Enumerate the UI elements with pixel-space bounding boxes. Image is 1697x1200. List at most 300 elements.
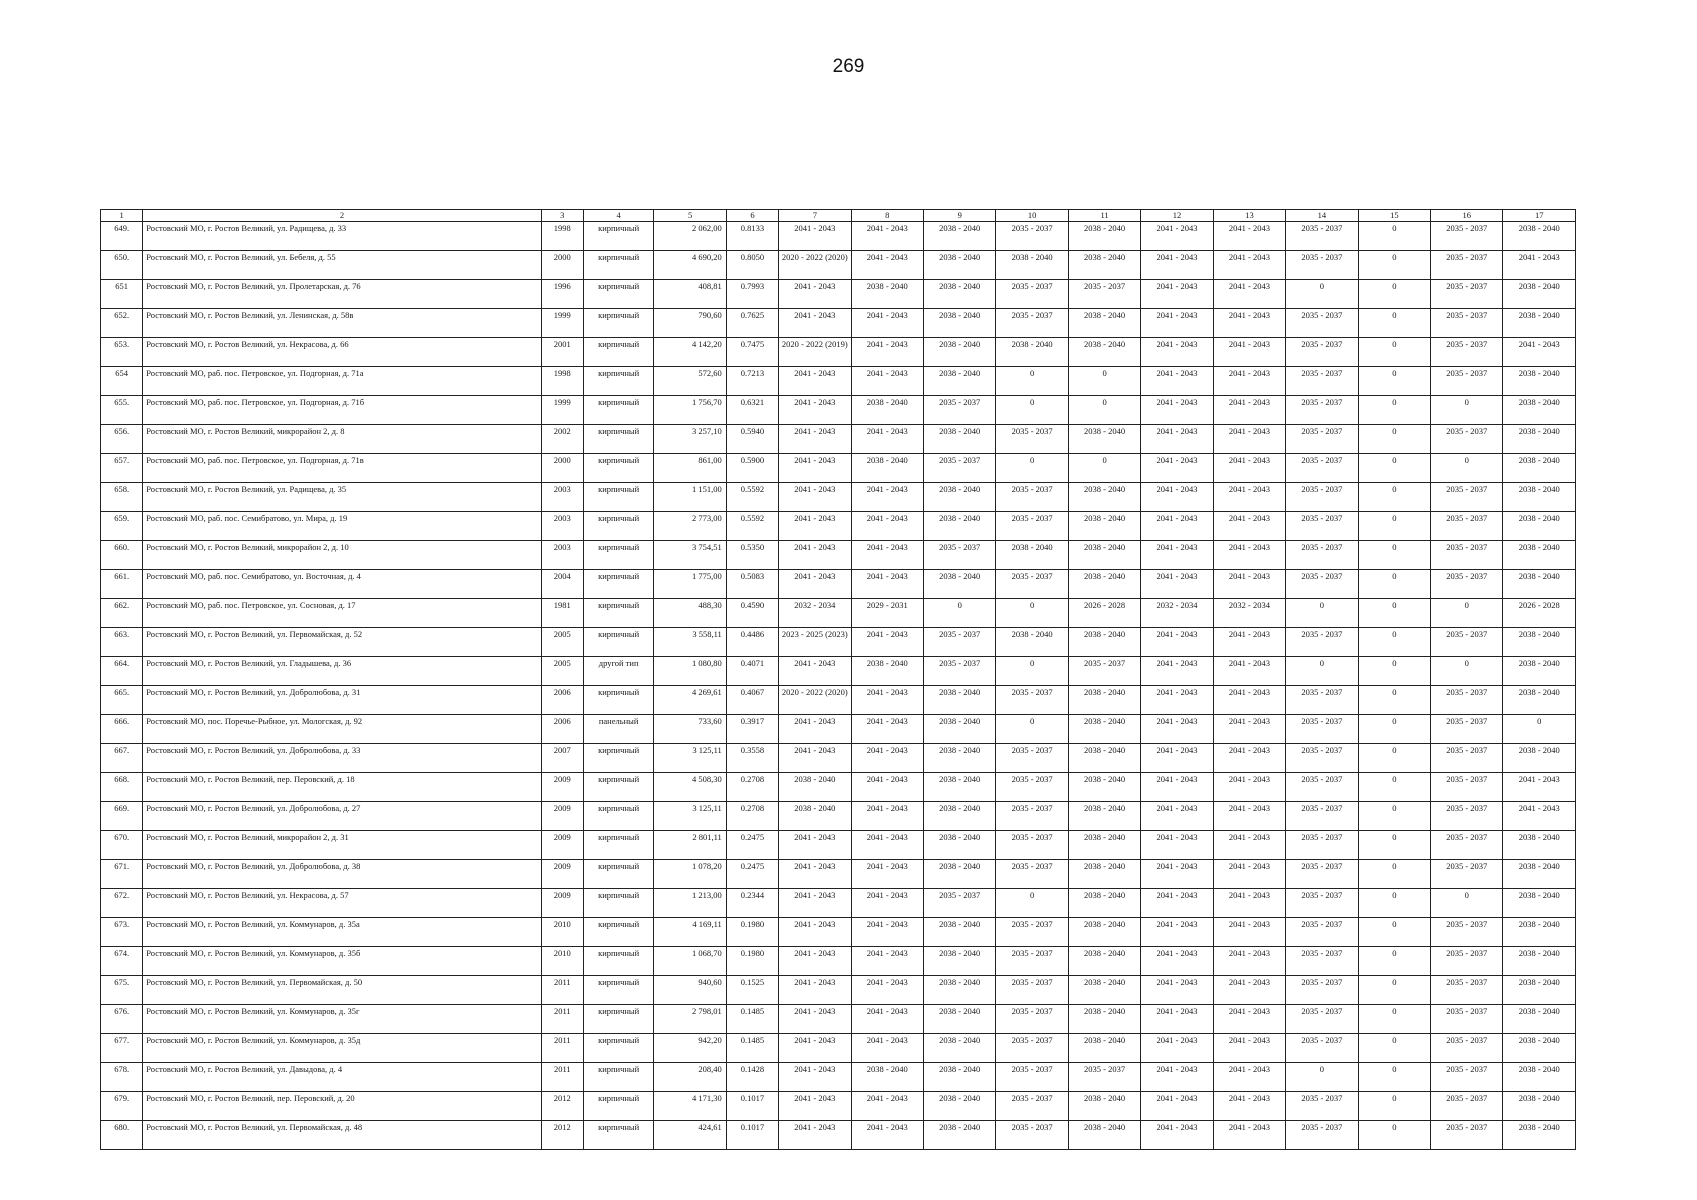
table-cell: 2035 - 2037	[1286, 425, 1358, 454]
table-cell: 2038 - 2040	[923, 309, 995, 338]
table-cell: 1 080,80	[654, 657, 726, 686]
table-row	[101, 773, 1576, 802]
table-cell: 2041 - 2043	[1213, 773, 1285, 802]
table-row	[101, 425, 1576, 454]
table-cell: 2038 - 2040	[923, 425, 995, 454]
table-cell: 2041 - 2043	[1141, 454, 1213, 483]
table-cell: 2038 - 2040	[1503, 918, 1576, 947]
table-cell: 0	[1503, 715, 1576, 744]
row-number-cell: 651	[101, 280, 143, 309]
table-cell: 1 151,00	[654, 483, 726, 512]
table-cell: 2041 - 2043	[1213, 918, 1285, 947]
table-cell: 2041 - 2043	[1503, 802, 1576, 831]
table-cell: 0	[1068, 367, 1140, 396]
table-cell: 0	[1358, 396, 1430, 425]
table-cell: 2038 - 2040	[1068, 541, 1140, 570]
table-header	[101, 210, 1576, 222]
table-cell: 0	[1431, 599, 1503, 628]
table-cell: 2009	[541, 802, 583, 831]
table-cell: 2041 - 2043	[851, 222, 923, 251]
table-cell: 2035 - 2037	[1431, 628, 1503, 657]
table-cell: 2003	[541, 541, 583, 570]
table-cell: 2035 - 2037	[1286, 947, 1358, 976]
address-cell: Ростовский МО, г. Ростов Великий, ул. Добролюбова, д. 27	[143, 802, 541, 831]
table-cell: 2038 - 2040	[851, 1063, 923, 1092]
table-cell: 0.5940	[726, 425, 778, 454]
table-cell: кирпичный	[583, 512, 653, 541]
table-cell: 2041 - 2043	[1213, 744, 1285, 773]
table-cell: 2041 - 2043	[1213, 628, 1285, 657]
row-number-cell: 661.	[101, 570, 143, 599]
address-cell: Ростовский МО, г. Ростов Великий, микрорайон 2, д. 8	[143, 425, 541, 454]
table-cell: 2035 - 2037	[996, 918, 1068, 947]
table-cell: 0.1485	[726, 1005, 778, 1034]
table-cell: кирпичный	[583, 889, 653, 918]
table-cell: 2041 - 2043	[1141, 802, 1213, 831]
table-cell: 2041 - 2043	[1141, 1121, 1213, 1150]
column-number-row	[101, 210, 1576, 222]
table-cell: 2035 - 2037	[996, 309, 1068, 338]
table-cell: 2041 - 2043	[1141, 251, 1213, 280]
address-cell: Ростовский МО, г. Ростов Великий, микрорайон 2, д. 31	[143, 831, 541, 860]
table-cell: 2023 - 2025 (2023)	[779, 628, 851, 657]
table-cell: 2041 - 2043	[1141, 889, 1213, 918]
table-cell: 2041 - 2043	[851, 570, 923, 599]
table-cell: 2041 - 2043	[1141, 280, 1213, 309]
table-cell: 2041 - 2043	[1141, 309, 1213, 338]
table-cell: 0	[1358, 570, 1430, 599]
table-cell: 2038 - 2040	[996, 251, 1068, 280]
table-row	[101, 251, 1576, 280]
table-cell: 1 078,20	[654, 860, 726, 889]
table-cell: 2041 - 2043	[1213, 280, 1285, 309]
table-cell: 2035 - 2037	[1431, 570, 1503, 599]
table-cell: 2041 - 2043	[779, 309, 851, 338]
address-cell: Ростовский МО, г. Ростов Великий, пер. Перовский, д. 18	[143, 773, 541, 802]
table-cell: 2035 - 2037	[1431, 1063, 1503, 1092]
table-cell: 3 558,11	[654, 628, 726, 657]
table-cell: 0	[1358, 802, 1430, 831]
table-cell: 2035 - 2037	[1431, 338, 1503, 367]
address-cell: Ростовский МО, раб. пос. Петровское, ул. Подгорная, д. 71а	[143, 367, 541, 396]
table-cell: 2038 - 2040	[1503, 947, 1576, 976]
table-cell: 2041 - 2043	[779, 831, 851, 860]
table-cell: 2035 - 2037	[1286, 860, 1358, 889]
table-cell: 2038 - 2040	[1068, 802, 1140, 831]
table-cell: 2038 - 2040	[1068, 686, 1140, 715]
table-cell: 2038 - 2040	[923, 1092, 995, 1121]
row-number-cell: 657.	[101, 454, 143, 483]
table-cell: 2038 - 2040	[1503, 454, 1576, 483]
table-cell: 0	[1286, 599, 1358, 628]
table-cell: 2035 - 2037	[1068, 657, 1140, 686]
table-row	[101, 918, 1576, 947]
table-cell: 2035 - 2037	[1431, 1121, 1503, 1150]
address-cell: Ростовский МО, раб. пос. Петровское, ул. Подгорная, д. 71б	[143, 396, 541, 425]
table-cell: 0.1428	[726, 1063, 778, 1092]
table-cell: 2041 - 2043	[1503, 338, 1576, 367]
table-row	[101, 512, 1576, 541]
table-cell: 2038 - 2040	[923, 744, 995, 773]
table-cell: 0.3917	[726, 715, 778, 744]
table-cell: кирпичный	[583, 396, 653, 425]
table-cell: 2041 - 2043	[851, 686, 923, 715]
address-cell: Ростовский МО, г. Ростов Великий, ул. Гладышева, д. 36	[143, 657, 541, 686]
table-row	[101, 831, 1576, 860]
table-cell: 2041 - 2043	[1141, 657, 1213, 686]
table-cell: кирпичный	[583, 599, 653, 628]
table-cell: 4 171,30	[654, 1092, 726, 1121]
table-cell: 2038 - 2040	[923, 831, 995, 860]
table-cell: 2035 - 2037	[1286, 1092, 1358, 1121]
table-cell: кирпичный	[583, 1121, 653, 1150]
table-cell: 2041 - 2043	[851, 860, 923, 889]
table-cell: 2000	[541, 251, 583, 280]
table-cell: 2 801,11	[654, 831, 726, 860]
table-cell: 0	[1358, 744, 1430, 773]
table-cell: 733,60	[654, 715, 726, 744]
table-cell: 2041 - 2043	[851, 1121, 923, 1150]
table-cell: 0	[1358, 251, 1430, 280]
table-cell: 2035 - 2037	[923, 454, 995, 483]
table-row	[101, 367, 1576, 396]
table-cell: 2041 - 2043	[1213, 1092, 1285, 1121]
table-cell: 2020 - 2022 (2020)	[779, 686, 851, 715]
table-cell: 0.5900	[726, 454, 778, 483]
table-cell: 2041 - 2043	[851, 744, 923, 773]
table-cell: 2035 - 2037	[1431, 860, 1503, 889]
table-cell: 2010	[541, 918, 583, 947]
table-cell: 1 068,70	[654, 947, 726, 976]
table-row	[101, 280, 1576, 309]
table-cell: 2038 - 2040	[1068, 570, 1140, 599]
table-cell: 2035 - 2037	[996, 570, 1068, 599]
table-cell: 0.2475	[726, 860, 778, 889]
table-cell: 2041 - 2043	[1213, 251, 1285, 280]
table-cell: 2038 - 2040	[1068, 860, 1140, 889]
table-cell: 2041 - 2043	[1141, 976, 1213, 1005]
table-cell: кирпичный	[583, 1063, 653, 1092]
table-body	[101, 222, 1576, 1150]
table-cell: 2007	[541, 744, 583, 773]
table-cell: 0.1485	[726, 1034, 778, 1063]
table-cell: 0.5592	[726, 483, 778, 512]
table-cell: 2041 - 2043	[1141, 222, 1213, 251]
column-header-12: 12	[1141, 210, 1213, 222]
table-cell: 2038 - 2040	[1068, 744, 1140, 773]
table-cell: 0	[1431, 889, 1503, 918]
row-number-cell: 669.	[101, 802, 143, 831]
table-cell: 2003	[541, 512, 583, 541]
table-cell: кирпичный	[583, 802, 653, 831]
table-cell: 0	[996, 889, 1068, 918]
row-number-cell: 662.	[101, 599, 143, 628]
row-number-cell: 670.	[101, 831, 143, 860]
row-number-cell: 666.	[101, 715, 143, 744]
table-cell: кирпичный	[583, 744, 653, 773]
table-cell: 2035 - 2037	[1286, 570, 1358, 599]
table-cell: 1998	[541, 367, 583, 396]
table-cell: 2041 - 2043	[779, 744, 851, 773]
row-number-cell: 659.	[101, 512, 143, 541]
table-cell: 0	[1286, 657, 1358, 686]
table-cell: 2006	[541, 715, 583, 744]
table-cell: 0	[1358, 425, 1430, 454]
table-cell: 2038 - 2040	[1503, 570, 1576, 599]
table-cell: 2038 - 2040	[923, 860, 995, 889]
table-cell: 2041 - 2043	[851, 918, 923, 947]
table-cell: 2041 - 2043	[1213, 715, 1285, 744]
column-header-4: 4	[583, 210, 653, 222]
table-cell: 0	[1358, 1092, 1430, 1121]
table-cell: 0	[1358, 1034, 1430, 1063]
table-cell: 0	[1358, 1005, 1430, 1034]
table-cell: 0.7475	[726, 338, 778, 367]
table-cell: 2038 - 2040	[1503, 889, 1576, 918]
table-cell: 1 213,00	[654, 889, 726, 918]
table-cell: 2041 - 2043	[1141, 483, 1213, 512]
table-cell: 2035 - 2037	[923, 541, 995, 570]
table-cell: 2035 - 2037	[1431, 1092, 1503, 1121]
address-cell: Ростовский МО, г. Ростов Великий, ул. Бебеля, д. 55	[143, 251, 541, 280]
table-cell: 0	[996, 657, 1068, 686]
column-header-10: 10	[996, 210, 1068, 222]
table-cell: 0	[1068, 396, 1140, 425]
table-cell: 2035 - 2037	[1286, 628, 1358, 657]
table-cell: 2038 - 2040	[851, 280, 923, 309]
table-cell: 0.7993	[726, 280, 778, 309]
table-cell: 0	[1358, 657, 1430, 686]
table-cell: 3 754,51	[654, 541, 726, 570]
table-cell: 2035 - 2037	[1286, 367, 1358, 396]
table-cell: 2041 - 2043	[1141, 744, 1213, 773]
table-cell: 2038 - 2040	[1068, 309, 1140, 338]
table-cell: 0	[923, 599, 995, 628]
column-header-2: 2	[143, 210, 541, 222]
table-cell: 2038 - 2040	[1503, 1092, 1576, 1121]
table-cell: 4 142,20	[654, 338, 726, 367]
table-cell: 2041 - 2043	[851, 425, 923, 454]
table-cell: 2035 - 2037	[1431, 831, 1503, 860]
table-cell: 2041 - 2043	[1213, 425, 1285, 454]
table-cell: 2003	[541, 483, 583, 512]
table-cell: 2035 - 2037	[1286, 541, 1358, 570]
table-cell: 2038 - 2040	[1503, 1005, 1576, 1034]
table-cell: другой тип	[583, 657, 653, 686]
table-cell: 2035 - 2037	[996, 483, 1068, 512]
table-cell: 2041 - 2043	[851, 889, 923, 918]
table-cell: 2002	[541, 425, 583, 454]
table-cell: 2035 - 2037	[1431, 947, 1503, 976]
table-cell: 2035 - 2037	[996, 512, 1068, 541]
table-cell: 2038 - 2040	[1503, 628, 1576, 657]
row-number-cell: 671.	[101, 860, 143, 889]
table-row	[101, 570, 1576, 599]
table-cell: 0.5592	[726, 512, 778, 541]
table-cell: 2038 - 2040	[923, 1005, 995, 1034]
table-cell: 0.2708	[726, 773, 778, 802]
table-cell: 2041 - 2043	[779, 1063, 851, 1092]
address-cell: Ростовский МО, раб. пос. Семибратово, ул. Восточная, д. 4	[143, 570, 541, 599]
table-cell: 2041 - 2043	[779, 657, 851, 686]
table-cell: 2041 - 2043	[851, 512, 923, 541]
table-cell: 2041 - 2043	[779, 947, 851, 976]
table-cell: 2035 - 2037	[996, 831, 1068, 860]
table-cell: 2041 - 2043	[779, 860, 851, 889]
table-cell: 2004	[541, 570, 583, 599]
table-cell: 0.4486	[726, 628, 778, 657]
table-cell: 2038 - 2040	[851, 454, 923, 483]
table-cell: 2035 - 2037	[996, 686, 1068, 715]
table-cell: 2035 - 2037	[1431, 715, 1503, 744]
table-cell: 2035 - 2037	[1431, 773, 1503, 802]
table-cell: 2041 - 2043	[779, 483, 851, 512]
table-cell: кирпичный	[583, 628, 653, 657]
table-cell: 2038 - 2040	[1503, 1063, 1576, 1092]
table-cell: 2038 - 2040	[923, 773, 995, 802]
table-cell: 2035 - 2037	[923, 628, 995, 657]
table-cell: 0	[996, 367, 1068, 396]
table-cell: кирпичный	[583, 831, 653, 860]
table-cell: 2041 - 2043	[1213, 831, 1285, 860]
table-cell: 2035 - 2037	[1431, 425, 1503, 454]
table-cell: 2038 - 2040	[923, 802, 995, 831]
table-cell: 2035 - 2037	[923, 657, 995, 686]
column-header-9: 9	[923, 210, 995, 222]
table-cell: 2000	[541, 454, 583, 483]
table-cell: 2035 - 2037	[1431, 309, 1503, 338]
table-cell: 0	[1358, 483, 1430, 512]
table-cell: 2041 - 2043	[779, 715, 851, 744]
table-cell: 2035 - 2037	[996, 947, 1068, 976]
table-cell: 2035 - 2037	[923, 889, 995, 918]
column-header-15: 15	[1358, 210, 1430, 222]
table-cell: 2041 - 2043	[1213, 512, 1285, 541]
table-cell: 208,40	[654, 1063, 726, 1092]
table-cell: 2041 - 2043	[851, 715, 923, 744]
table-cell: 2035 - 2037	[1431, 1034, 1503, 1063]
table-cell: 2020 - 2022 (2020)	[779, 251, 851, 280]
column-header-6: 6	[726, 210, 778, 222]
table-cell: 2041 - 2043	[851, 947, 923, 976]
table-row	[101, 686, 1576, 715]
table-cell: кирпичный	[583, 1034, 653, 1063]
table-cell: 861,00	[654, 454, 726, 483]
table-cell: 4 508,30	[654, 773, 726, 802]
table-cell: 2038 - 2040	[1068, 976, 1140, 1005]
table-cell: 2038 - 2040	[1503, 657, 1576, 686]
row-number-cell: 658.	[101, 483, 143, 512]
table-cell: 2041 - 2043	[779, 367, 851, 396]
table-cell: 2038 - 2040	[1068, 831, 1140, 860]
table-cell: 0	[1358, 541, 1430, 570]
table-cell: 2035 - 2037	[996, 1063, 1068, 1092]
table-cell: кирпичный	[583, 860, 653, 889]
table-cell: 0.6321	[726, 396, 778, 425]
address-cell: Ростовский МО, г. Ростов Великий, ул. Коммунаров, д. 35г	[143, 1005, 541, 1034]
table-cell: 0	[1068, 454, 1140, 483]
table-cell: 2038 - 2040	[1068, 773, 1140, 802]
table-cell: 0	[1358, 512, 1430, 541]
table-cell: 2035 - 2037	[1431, 367, 1503, 396]
address-cell: Ростовский МО, г. Ростов Великий, ул. Первомайская, д. 52	[143, 628, 541, 657]
table-cell: 2041 - 2043	[851, 541, 923, 570]
table-cell: 2038 - 2040	[1068, 1034, 1140, 1063]
table-cell: 2041 - 2043	[1213, 860, 1285, 889]
table-cell: 0.4590	[726, 599, 778, 628]
table-cell: 2038 - 2040	[1068, 918, 1140, 947]
table-cell: 2041 - 2043	[1503, 251, 1576, 280]
table-cell: 2038 - 2040	[1503, 1034, 1576, 1063]
table-cell: 0.5083	[726, 570, 778, 599]
table-cell: 0	[1358, 1063, 1430, 1092]
table-cell: 2041 - 2043	[779, 918, 851, 947]
address-cell: Ростовский МО, г. Ростов Великий, ул. Некрасова, д. 66	[143, 338, 541, 367]
table-cell: 2041 - 2043	[779, 1092, 851, 1121]
table-cell: 2009	[541, 889, 583, 918]
row-number-cell: 674.	[101, 947, 143, 976]
table-cell: кирпичный	[583, 425, 653, 454]
address-cell: Ростовский МО, г. Ростов Великий, ул. Коммунаров, д. 35д	[143, 1034, 541, 1063]
column-header-16: 16	[1431, 210, 1503, 222]
table-cell: 2035 - 2037	[1431, 802, 1503, 831]
table-cell: 2035 - 2037	[1431, 541, 1503, 570]
table-cell: 2041 - 2043	[851, 802, 923, 831]
table-cell: 2041 - 2043	[1213, 541, 1285, 570]
table-cell: 2041 - 2043	[851, 831, 923, 860]
table-cell: 2035 - 2037	[1286, 512, 1358, 541]
table-cell: 2038 - 2040	[1068, 425, 1140, 454]
table-cell: 2041 - 2043	[851, 483, 923, 512]
table-cell: кирпичный	[583, 1005, 653, 1034]
table-cell: 3 125,11	[654, 802, 726, 831]
table-cell: 0	[996, 599, 1068, 628]
table-cell: 2041 - 2043	[1503, 773, 1576, 802]
table-cell: 2041 - 2043	[851, 1034, 923, 1063]
table-row	[101, 483, 1576, 512]
table-cell: 0	[1358, 860, 1430, 889]
table-cell: 2041 - 2043	[1141, 338, 1213, 367]
table-cell: 2038 - 2040	[1068, 1005, 1140, 1034]
address-cell: Ростовский МО, г. Ростов Великий, ул. Добролюбова, д. 38	[143, 860, 541, 889]
table-row	[101, 1034, 1576, 1063]
table-cell: 2041 - 2043	[779, 541, 851, 570]
row-number-cell: 668.	[101, 773, 143, 802]
table-cell: кирпичный	[583, 338, 653, 367]
table-cell: 2041 - 2043	[851, 251, 923, 280]
table-cell: 2001	[541, 338, 583, 367]
table-cell: кирпичный	[583, 918, 653, 947]
table-cell: 2032 - 2034	[1213, 599, 1285, 628]
table-cell: 2035 - 2037	[923, 396, 995, 425]
table-row	[101, 657, 1576, 686]
column-header-13: 13	[1213, 210, 1285, 222]
table-cell: 2038 - 2040	[923, 512, 995, 541]
table-cell: 2038 - 2040	[923, 976, 995, 1005]
table-cell: 2041 - 2043	[1213, 570, 1285, 599]
table-cell: кирпичный	[583, 570, 653, 599]
table-cell: 2035 - 2037	[1431, 512, 1503, 541]
table-cell: 2035 - 2037	[996, 1005, 1068, 1034]
table-cell: 2041 - 2043	[1141, 1034, 1213, 1063]
table-cell: 2035 - 2037	[1286, 1121, 1358, 1150]
table-cell: 0.8050	[726, 251, 778, 280]
table-cell: 0	[1358, 773, 1430, 802]
table-cell: 2011	[541, 1063, 583, 1092]
table-cell: кирпичный	[583, 976, 653, 1005]
table-cell: 2041 - 2043	[1213, 1063, 1285, 1092]
table-cell: 2035 - 2037	[1286, 686, 1358, 715]
